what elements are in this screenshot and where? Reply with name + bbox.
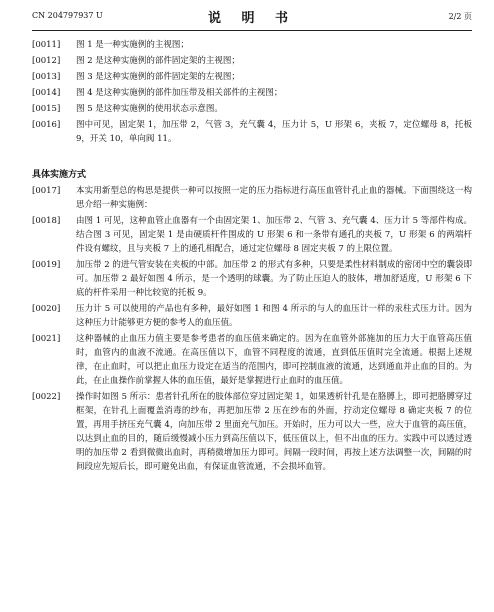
paragraph-number: [0017] [32,186,61,196]
paragraph [32,118,472,146]
paragraph-text: 操作时如图 5 所示：患者针孔所在的肢体部位穿过固定架 1，如果透析针孔是在胳膊上，即可把胳膊穿过框架，在针孔上面覆盖消毒的纱布，再把加压带 2 压在纱布的外面，拧动定位螺母 8 确定夹板 7 的位置，再用手挤压充气囊 4，向加压带 2 里面充气加压。开始时，压力可以大一些，应大于血管的高压值，以达到止血的目的，随后缓慢减小压力到高压值以下，低压值以上，但不出血的压力。实践中可以透过透明的加压带 2 看到微微出血时，再稍微增加压力即可。间隔一段时间，再按上述方法调整一次，间隔的时间段应先短后长，即可避免出血，有保证血管流通，不会损坏血管。 [76,392,472,472]
paragraph-number: [0021] [32,334,61,344]
paragraph [32,390,472,474]
paragraph-text: 图 3 是这种实施例的部件固定架的左视图； [76,72,240,82]
paragraph [32,184,472,212]
paragraph-number: [0014] [32,88,61,98]
paragraph [32,102,472,116]
paragraph-text: 图 1 是一种实施例的主视图； [76,40,189,50]
paragraph-number: [0011] [32,40,61,50]
paragraph [32,332,472,388]
header-rule [32,30,472,31]
paragraph-number: [0013] [32,72,61,82]
paragraph [32,38,472,52]
paragraph [32,54,472,68]
paragraph [32,214,472,256]
paragraph-number: [0020] [32,304,61,314]
paragraph-text: 压力计 5 可以使用的产品也有多种，最好如图 1 和图 4 所示的与人的血压计一样的汞柱式压力计。因为这种压力计能够更方便的参考人的血压值。 [76,304,472,328]
paragraph-text: 这种器械的止血压力值主要是参考患者的血压值来确定的。因为在血管外部施加的压力大于血管高压值时，血管内的血液不流通。在高压值以下，血管不同程度的流通，直到低压值时完全流通。根据上述规律，在止血时，可以把止血压力设定在适当的范围内，即可控制血液的流通，达到通血并止血的目的。为此，在止血操作前掌握人体的血压值，最好是掌握进行止血时的血压值。 [76,334,472,386]
paragraph [32,302,472,330]
paragraph-text: 由图 1 可见，这种血管止血器有一个由固定架 1、加压带 2、气管 3、充气囊 4、压力计 5 等部件构成。结合图 3 可见，固定架 1 是由硬质杆件围成的 U 形架 6 和一条带有通孔的夹板 7，U 形架 6 的两端杆件设有螺纹，且与夹板 7 上的通孔相配合，通过定位螺母 8 固定夹板 7 的上限位置。 [76,216,472,254]
paragraph [32,258,472,300]
section-heading: 具体实施方式 [32,170,87,180]
paragraph-number: [0012] [32,56,61,66]
embodiment-paragraph-list [32,184,472,474]
paragraph-number: [0019] [32,260,61,270]
page-header [32,0,472,30]
paragraph-text: 图 4 是这种实施例的部件加压带及相关部件的主视图； [76,88,283,98]
paragraph-number: [0016] [32,120,61,130]
paragraph-text: 加压带 2 的进气管安装在夹板的中部。加压带 2 的形式有多种，只要是柔性材料制成的密闭中空的囊袋即可。加压带 2 最好如图 4 所示，是一个透明的球囊。为了防止压迫人的肢体，增加舒适度，U 形架 6 下底的杆件采用一种比较宽的托板 9。 [76,260,472,298]
page-number: 2/2 页 [448,12,472,21]
paragraph-number: [0022] [32,392,61,402]
paragraph-text: 图 5 是这种实施例的使用状态示意图。 [76,104,223,114]
paragraph-text: 图 2 是这种实施例的部件固定架的主视图； [76,56,240,66]
paragraph [32,86,472,100]
figure-description-list [32,38,472,146]
paragraph-text: 本实用新型总的构思是提供一种可以按照一定的压力指标进行高压血管针孔止血的器械。下面围绕这一构思介绍一种实施例： [76,186,472,210]
paragraph [32,70,472,84]
paragraph-number: [0018] [32,216,61,226]
paragraph-text: 图中可见，固定架 1，加压带 2，气管 3，充气囊 4，压力计 5，U 形架 6，夹板 7，定位螺母 8，托板 9，开关 10，单向阀 11。 [76,120,472,144]
paragraph-number: [0015] [32,104,61,114]
patent-number: CN 204797937 U [32,11,103,20]
document-title: 说 明 书 [207,11,297,26]
